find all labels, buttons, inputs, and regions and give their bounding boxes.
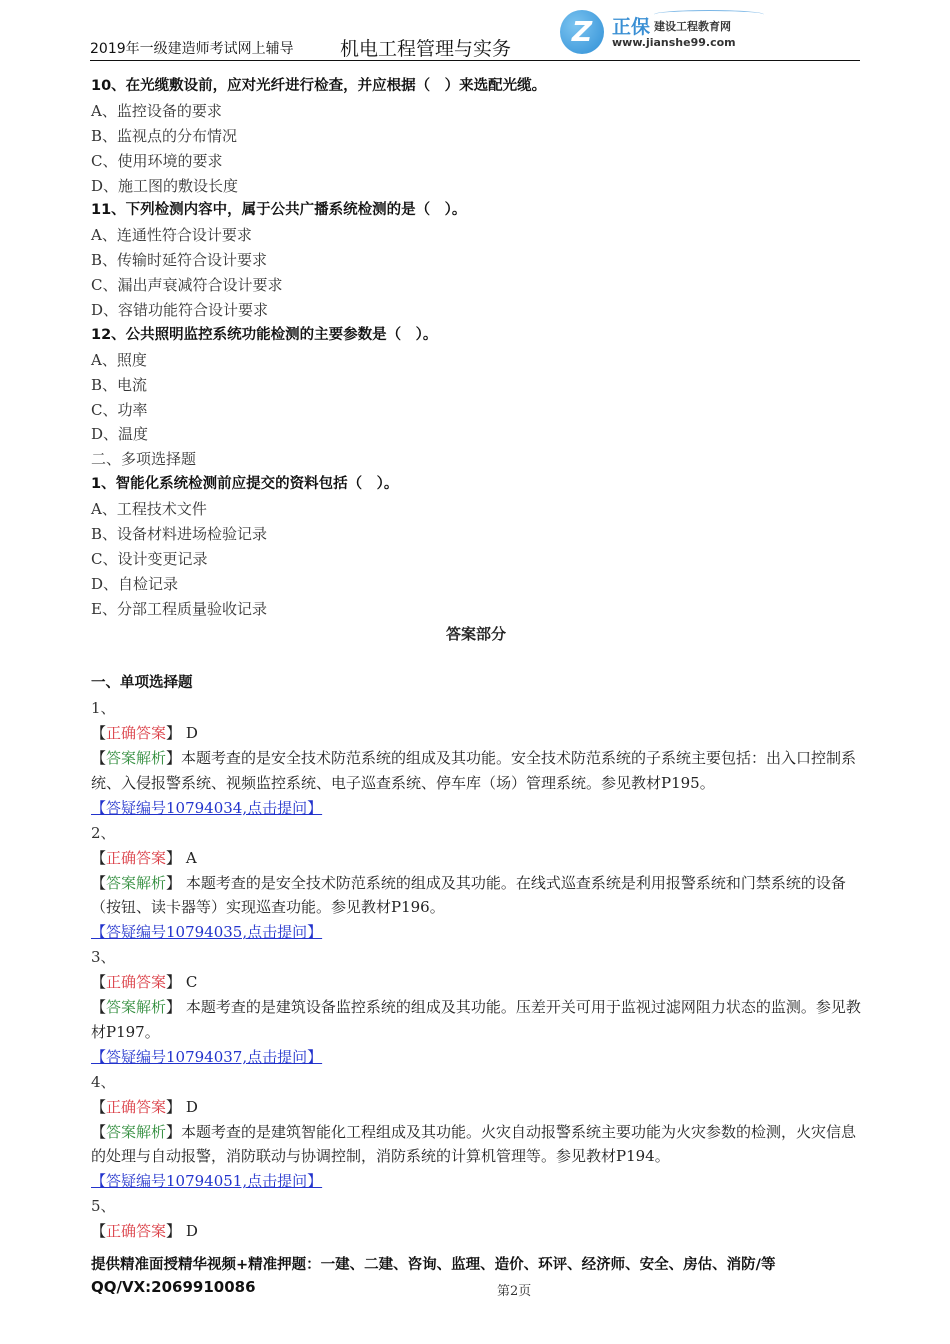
ask-question-link[interactable]: 【答疑编号10794035,点击提问】 <box>91 923 323 942</box>
answer-number: 5、 <box>91 1197 116 1216</box>
correct-answer-value: C <box>185 973 198 992</box>
analysis-label: 答案解析 <box>106 1122 167 1141</box>
correct-answer-value: D <box>185 724 198 743</box>
footer-contact: QQ/VX:2069910086 <box>91 1278 256 1296</box>
header-subject-title: 机电工程管理与实务 <box>340 38 512 60</box>
question-option: B、设备材料进场检验记录 <box>91 525 268 544</box>
z-logo-glyph: Z <box>571 15 593 48</box>
question-option: A、监控设备的要求 <box>91 101 222 120</box>
question-stem: 10、在光缆敷设前，应对光纤进行检查，并应根据（ ）来选配光缆。 <box>91 78 547 94</box>
ask-question-link[interactable]: 【答疑编号10794051,点击提问】 <box>91 1172 323 1191</box>
analysis-text: 本题考查的是安全技术防范系统的组成及其功能。在线式巡查系统是利用报警系统和门禁系统的设备（按钮、读卡器等）实现巡查功能。参见教材P196。 <box>91 873 846 917</box>
analysis-row: 【答案解析】 本题考查的是安全技术防范系统的组成及其功能。在线式巡查系统是利用报警系统和门禁系统的设备（按钮、读卡器等）实现巡查功能。参见教材P196。 <box>91 873 846 917</box>
analysis-text: 本题考查的是建筑设备监控系统的组成及其功能。压差开关可用于监视过滤网阻力状态的监测。参见教材P197。 <box>91 998 861 1041</box>
correct-answer-row: 【正确答案】 D <box>91 1097 198 1116</box>
question-option: D、容错功能符合设计要求 <box>91 301 269 320</box>
logo-url: www.jianshe99.com <box>612 36 736 49</box>
correct-answer-label: 正确答案 <box>106 848 167 867</box>
page-header <box>90 0 860 61</box>
question-option: C、使用环境的要求 <box>91 151 223 170</box>
question-option: C、功率 <box>91 400 148 419</box>
question-option: A、连通性符合设计要求 <box>91 226 252 245</box>
correct-answer-row: 【正确答案】 C <box>91 973 198 992</box>
question-stem: 12、公共照明监控系统功能检测的主要参数是（ ）。 <box>91 326 438 343</box>
logo-brand: 正保 <box>612 16 651 38</box>
correct-answer-value: D <box>185 1097 198 1116</box>
question-option: C、设计变更记录 <box>91 549 208 568</box>
question-stem: 1、智能化系统检测前应提交的资料包括（ ）。 <box>91 476 399 493</box>
page-number: 第2页 <box>497 1284 532 1299</box>
logo-subtitle: 建设工程教育网 <box>654 20 731 33</box>
section-title-multi: 二、多项选择题 <box>91 450 197 469</box>
answers-heading: 答案部分 <box>445 624 506 643</box>
answer-number: 1、 <box>91 699 116 718</box>
question-option: A、工程技术文件 <box>91 500 207 519</box>
question-option: B、传输时延符合设计要求 <box>91 251 268 270</box>
correct-answer-label: 正确答案 <box>106 1222 167 1241</box>
correct-answer-label: 正确答案 <box>106 1097 167 1116</box>
site-logo[interactable] <box>560 8 770 54</box>
question-option: B、电流 <box>91 375 148 394</box>
question-option: D、施工图的敷设长度 <box>91 176 239 195</box>
analysis-row: 【答案解析】本题考查的是安全技术防范系统的组成及其功能。安全技术防范系统的子系统主要包括：出入口控制系统、入侵报警系统、视频监控系统、电子巡查系统、停车库（场）管理系统。参见教材P195。 <box>91 749 857 792</box>
answer-number: 2、 <box>91 823 116 842</box>
question-stem: 11、下列检测内容中，属于公共广播系统检测的是（ ）。 <box>91 202 467 219</box>
analysis-text: 本题考查的是安全技术防范系统的组成及其功能。安全技术防范系统的子系统主要包括：出入口控制系统、入侵报警系统、视频监控系统、电子巡查系统、停车库（场）管理系统。参见教材P195。 <box>91 749 857 792</box>
question-option: D、自检记录 <box>91 574 179 593</box>
analysis-row: 【答案解析】本题考查的是建筑智能化工程组成及其功能。火灾自动报警系统主要功能为火灾参数的检测，火灾信息的处理与自动报警，消防联动与协调控制，消防系统的计算机管理等。参见教材P194。 <box>91 1122 857 1166</box>
correct-answer-row: 【正确答案】 D <box>91 724 198 743</box>
question-option: A、照度 <box>91 350 147 369</box>
header-course-label: 2019年一级建造师考试网上辅导 <box>90 41 294 57</box>
answer-number: 3、 <box>91 948 116 967</box>
analysis-row: 【答案解析】 本题考查的是建筑设备监控系统的组成及其功能。压差开关可用于监视过滤网阻力状态的监测。参见教材P197。 <box>91 998 861 1041</box>
footer-promo: 提供精准面授精华视频+精准押题：一建、二建、咨询、监理、造价、环评、经济师、安全、房估、消防/等 <box>91 1257 776 1273</box>
correct-answer-value: D <box>185 1222 198 1241</box>
analysis-text: 本题考查的是建筑智能化工程组成及其功能。火灾自动报警系统主要功能为火灾参数的检测，火灾信息的处理与自动报警，消防联动与协调控制，消防系统的计算机管理等。参见教材P194。 <box>91 1122 857 1166</box>
question-option: D、温度 <box>91 425 149 444</box>
correct-answer-row: 【正确答案】 D <box>91 1222 198 1241</box>
question-option: E、分部工程质量验收记录 <box>91 599 267 618</box>
question-option: B、监视点的分布情况 <box>91 126 238 145</box>
question-option: C、漏出声衰减符合设计要求 <box>91 276 283 295</box>
correct-answer-value: A <box>185 848 197 867</box>
analysis-label: 答案解析 <box>106 998 167 1017</box>
ask-question-link[interactable]: 【答疑编号10794037,点击提问】 <box>91 1047 323 1066</box>
document-body <box>91 74 861 1244</box>
analysis-label: 答案解析 <box>106 749 167 768</box>
spacer <box>91 646 861 671</box>
ask-question-link[interactable]: 【答疑编号10794034,点击提问】 <box>91 798 323 817</box>
answer-number: 4、 <box>91 1072 116 1091</box>
answers-section-title: 一、单项选择题 <box>91 675 193 692</box>
correct-answer-label: 正确答案 <box>106 724 167 743</box>
analysis-label: 答案解析 <box>106 873 167 892</box>
correct-answer-label: 正确答案 <box>106 973 167 992</box>
correct-answer-row: 【正确答案】 A <box>91 848 197 867</box>
